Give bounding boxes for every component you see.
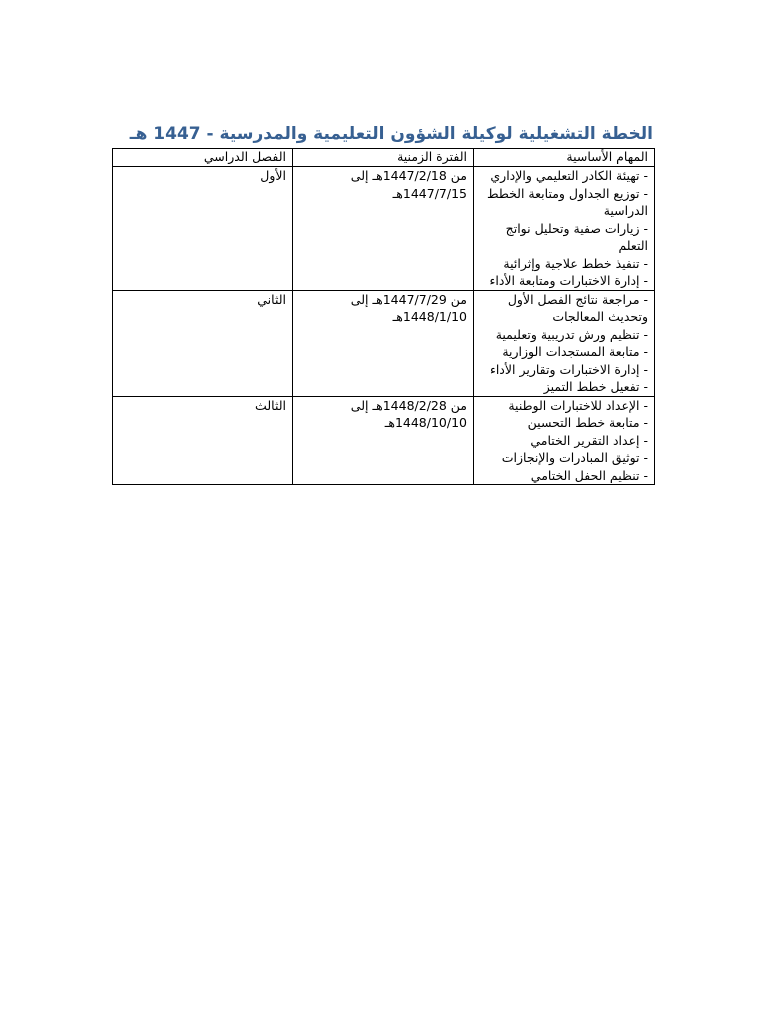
header-term: الفصل الدراسي (113, 149, 293, 167)
table-row (113, 290, 655, 396)
tasks-cell (474, 290, 655, 396)
period-cell (293, 396, 474, 485)
task-item: - مراجعة نتائج الفصل الأول وتحديث المعالجات (507, 291, 648, 324)
document-page (113, 122, 655, 485)
term-cell: الأول (113, 167, 293, 291)
table-row (113, 396, 655, 485)
header-tasks: المهام الأساسية (474, 149, 655, 167)
period-text: من 1448/2/28هـ إلى 1448/10/10هـ (350, 397, 467, 430)
task-item: - تهيئة الكادر التعليمي والإداري (490, 168, 648, 183)
task-item: - إعداد التقرير الختامي (530, 432, 648, 448)
task-item: - متابعة خطط التحسين (527, 415, 648, 430)
task-item: - تنظيم الحفل الختامي (530, 467, 648, 483)
task-item: - متابعة المستجدات الوزارية (502, 344, 648, 359)
task-item: - إدارة الاختبارات وتقارير الأداء (489, 361, 648, 377)
table-header-row (113, 149, 655, 167)
task-item: - توزيع الجداول ومتابعة الخطط الدراسية (486, 185, 648, 218)
period-text: من 1447/7/29هـ إلى 1448/1/10هـ (350, 291, 467, 324)
task-item: - زيارات صفية وتحليل نواتج التعلم (505, 220, 648, 253)
header-period: الفترة الزمنية (293, 149, 474, 167)
tasks-cell (474, 396, 655, 485)
tasks-cell (474, 167, 655, 291)
task-item: - إدارة الاختبارات ومتابعة الأداء (489, 273, 648, 288)
operational-plan-table (112, 148, 655, 485)
task-item: - تفعيل خطط التميز (543, 379, 648, 394)
document-title: الخطة التشغيلية لوكيلة الشؤون التعليمية والمدرسية - 1447 هـ (129, 124, 653, 144)
term-cell: الثاني (113, 290, 293, 396)
period-text: من 1447/2/18هـ إلى 1447/7/15هـ (350, 168, 467, 201)
period-cell (293, 290, 474, 396)
term-cell: الثالث (113, 396, 293, 485)
task-item: - الإعداد للاختبارات الوطنية (508, 397, 648, 413)
task-item: - تنظيم ورش تدريبية وتعليمية (495, 326, 648, 342)
task-item: - توثيق المبادرات والإنجازات (501, 450, 648, 465)
table-row (113, 167, 655, 291)
task-item: - تنفيذ خطط علاجية وإثرائية (503, 255, 648, 271)
period-cell (293, 167, 474, 291)
